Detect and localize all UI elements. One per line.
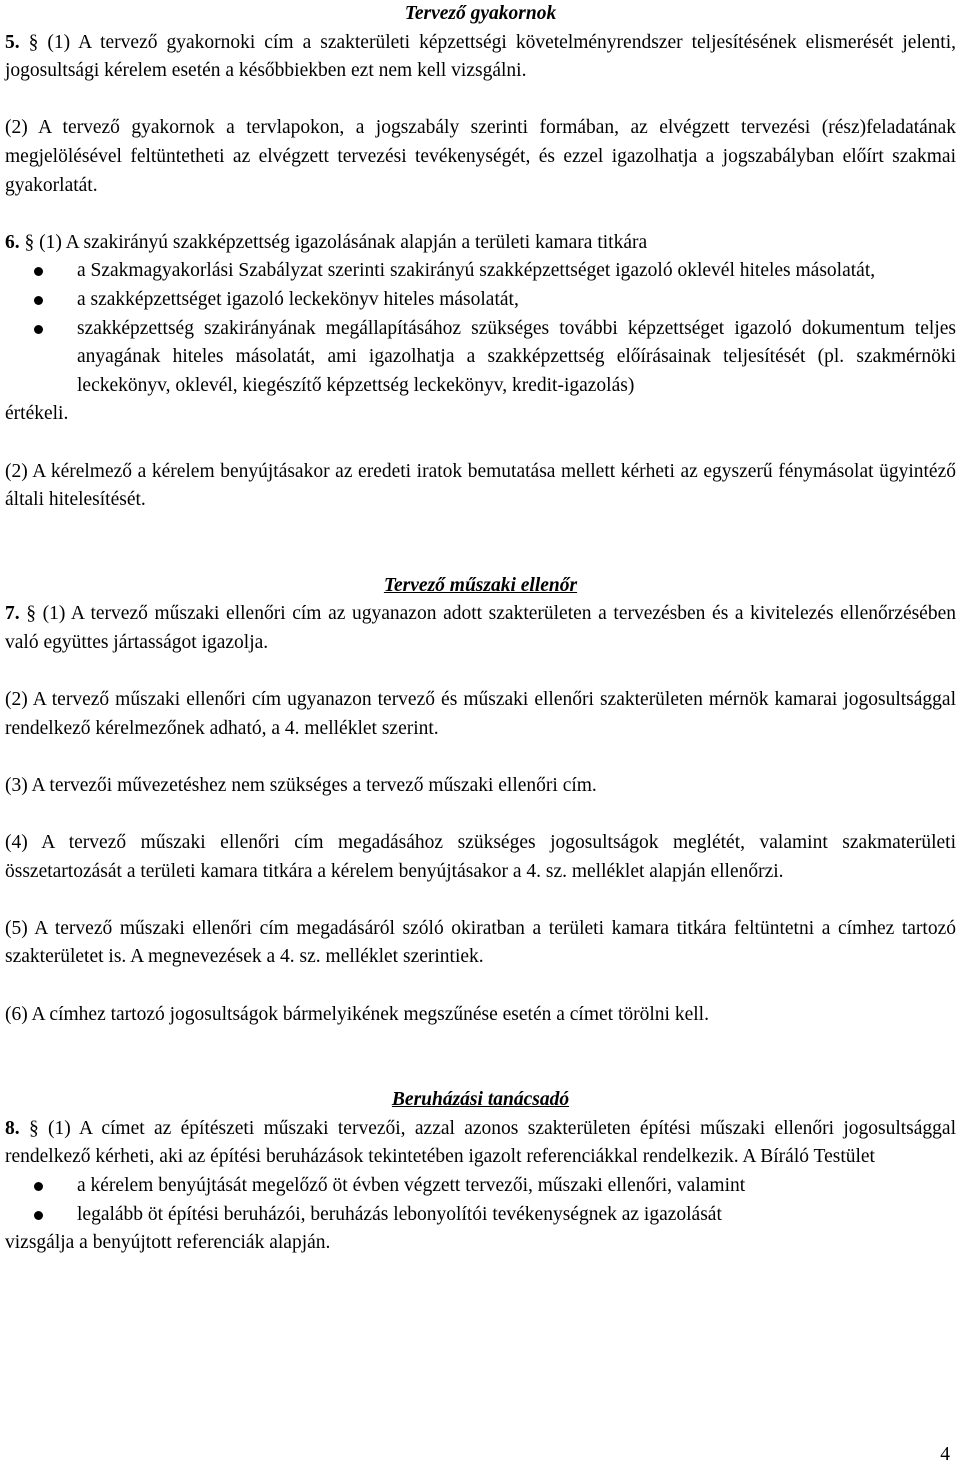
- paragraph-7-6: (6) A címhez tartozó jogosultságok bármelyikének megszűnése esetén a címet törölni kell.: [5, 1003, 709, 1025]
- paragraph-6-after: értékeli.: [5, 403, 69, 425]
- paragraph-7-2: (2) A tervező műszaki ellenőri cím ugyanazon tervező és műszaki ellenőri szakterületen mérnök kamarai jogosultsággal rendelkező kérelmezőnek adható, a 4. melléklet szerint.: [5, 689, 956, 739]
- bullet-icon: [34, 296, 43, 305]
- section-heading-tervezo-muszaki-ellenor: Tervező műszaki ellenőr: [383, 574, 578, 596]
- paragraph-7-5: (5) A tervező műszaki ellenőri cím megadásáról szóló okiratban a területi kamara titkára feltüntetni a címhez tartozó szakterületet is. A megnevezések a 4. sz. melléklet szerintiek.: [5, 917, 956, 968]
- paragraph-7-3: (3) A tervezői művezetéshez nem szükséges a tervező műszaki ellenőri cím.: [5, 774, 597, 796]
- paragraph-8-1: 8. § (1) A címet az építészeti műszaki tervezői, azzal azonos szakterületen építési műszaki ellenőri jogosultsággal rendelkező kérheti, aki az építési beruházások tekintetében igazolt referenciákkal rendelkezik. A Bíráló Testület: [5, 1117, 956, 1168]
- document-page: [5, 0, 956, 1258]
- section-heading-beruhazasi-tanacsado: Beruházási tanácsadó: [391, 1089, 570, 1111]
- section-number: 7.: [5, 603, 20, 625]
- bullet-icon: [34, 267, 43, 276]
- paragraph-5-1: 5. § (1) A tervező gyakornoki cím a szakterületi képzettségi követelményrendszer teljesítésének elismerését jelenti, jogosultsági kérelem esetén a későbbiekben ezt nem kell vizsgálni.: [5, 31, 956, 82]
- paragraph-6-2: (2) A kérelmező a kérelem benyújtásakor az eredeti iratok bemutatása mellett kérheti az egyszerű fénymásolat ügyintéző általi hitelesítését.: [5, 460, 956, 511]
- list-item: szakképzettség szakirányának megállapításához szükséges további képzettséget igazoló dokumentum teljes anyagának hiteles másolatát, ami igazolhatja a szakképzettség előírásainak teljesítését (pl. szakmérnöki leckekönyv, oklevél, kiegészítő képzettség leckekönyv, kredit-igazolás): [5, 315, 956, 401]
- paragraph-5-2: (2) A tervező gyakornok a tervlapokon, a jogszabály szerinti formában, az elvégzett tervezési (rész)feladatának megjelölésével feltüntetheti az elvégzett tervezési tevékenységét, és ezzel igazolhatja a jogszabályban előírt szakmai gyakorlatát.: [5, 117, 956, 196]
- section-number: 8.: [5, 1117, 20, 1139]
- bullet-icon: [34, 325, 43, 334]
- list-item: a szakképzettséget igazoló leckekönyv hiteles másolatát,: [5, 286, 956, 315]
- list-item: legalább öt építési beruházói, beruházás lebonyolítói tevékenységnek az igazolását: [5, 1201, 956, 1230]
- list-item: a kérelem benyújtását megelőző öt évben végzett tervezői, műszaki ellenőri, valamint: [5, 1172, 956, 1201]
- section-heading-tervezo-gyakornok: Tervező gyakornok: [404, 3, 557, 24]
- paragraph-6-1: 6. § (1) A szakirányú szakképzettség igazolásának alapján a területi kamara titkára: [5, 231, 648, 253]
- list-item: a Szakmagyakorlási Szabályzat szerinti szakirányú szakképzettséget igazoló oklevél hiteles másolatát,: [5, 257, 956, 286]
- bullet-list-8: [5, 1172, 956, 1229]
- bullet-icon: [34, 1211, 43, 1220]
- section-number: 5.: [5, 31, 20, 53]
- bullet-icon: [34, 1182, 43, 1191]
- page-number: 4: [940, 1444, 950, 1465]
- bullet-list-6: [5, 257, 956, 400]
- paragraph-7-1: 7. § (1) A tervező műszaki ellenőri cím az ugyanazon adott szakterületen a tervezésben és a kivitelezés ellenőrzésében való együttes jártasságot igazolja.: [5, 603, 956, 653]
- section-number: 6.: [5, 231, 20, 253]
- paragraph-7-4: (4) A tervező műszaki ellenőri cím megadásához szükséges jogosultságok meglétét, valamint szakmaterületi összetartozását a területi kamara titkára a kérelem benyújtásakor a 4. sz. melléklet alapján ellenőrzi.: [5, 832, 956, 882]
- paragraph-8-after: vizsgálja a benyújtott referenciák alapján.: [5, 1232, 331, 1254]
